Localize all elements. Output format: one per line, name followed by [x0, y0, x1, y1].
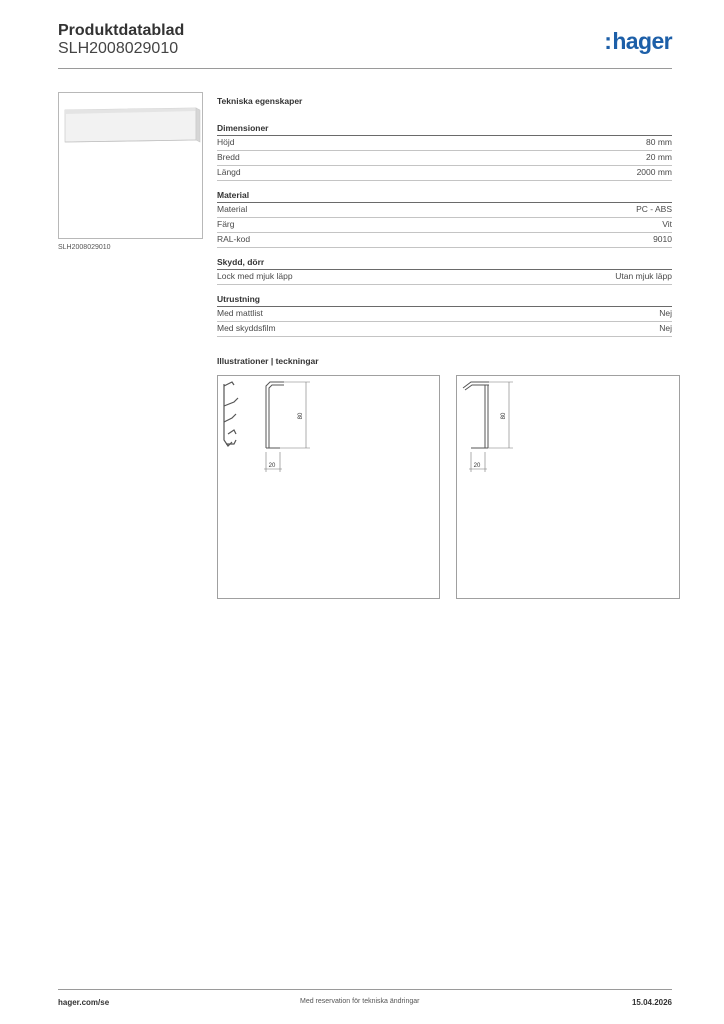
specs-title: Tekniska egenskaper — [217, 96, 303, 106]
height-dimension-label: 80 — [501, 412, 507, 420]
spec-value: 9010 — [653, 234, 672, 244]
spec-group-title: Utrustning — [217, 294, 672, 307]
spec-row — [217, 166, 672, 181]
spec-row — [217, 270, 672, 285]
spec-value: PC - ABS — [636, 204, 672, 214]
spec-row — [217, 218, 672, 233]
dimension-lines — [264, 382, 310, 472]
spec-value: Nej — [659, 323, 672, 333]
drawing-panel-1 — [217, 375, 440, 599]
cross-section-drawing — [218, 376, 439, 598]
spec-group-title: Material — [217, 190, 672, 203]
spec-group-protection — [217, 257, 672, 285]
page-header — [58, 22, 672, 68]
dimension-lines — [469, 382, 513, 472]
spec-value: 2000 mm — [636, 167, 672, 177]
spec-group-title: Skydd, dörr — [217, 257, 672, 270]
spec-label: Material — [217, 204, 248, 214]
footer-website-link[interactable]: hager.com/se — [58, 998, 110, 1007]
spec-label: RAL-kod — [217, 234, 251, 244]
spec-label: Med mattlist — [217, 308, 263, 318]
width-dimension-label: 20 — [473, 463, 481, 469]
hager-logo: :hager — [604, 28, 672, 54]
illustrations-title: Illustrationer | teckningar — [217, 356, 319, 366]
spec-label: Bredd — [217, 152, 240, 162]
product-image-caption: SLH2008029010 — [58, 244, 111, 251]
spec-row — [217, 307, 672, 322]
spec-value: Nej — [659, 308, 672, 318]
spec-row — [217, 151, 672, 166]
profile-sketch — [224, 382, 238, 446]
channel-outline — [266, 382, 284, 448]
spec-label: Längd — [217, 167, 241, 177]
spec-group-title: Dimensioner — [217, 123, 672, 136]
technical-specs — [217, 96, 672, 346]
product-image — [58, 92, 203, 239]
spec-row — [217, 203, 672, 218]
spec-value: Vit — [662, 219, 672, 229]
spec-group-material — [217, 190, 672, 248]
spec-label: Lock med mjuk läpp — [217, 271, 293, 281]
spec-group-dimensions — [217, 123, 672, 181]
spec-value: 80 mm — [646, 137, 672, 147]
spec-row — [217, 136, 672, 151]
footer-disclaimer: Med reservation för tekniska ändringar — [300, 998, 420, 1005]
channel-outline — [463, 382, 489, 448]
product-sku: SLH2008029010 — [58, 40, 179, 57]
height-dimension-label: 80 — [298, 412, 304, 420]
footer-divider — [58, 989, 672, 990]
spec-row — [217, 233, 672, 248]
spec-group-equipment — [217, 294, 672, 337]
footer-date: 15.04.2026 — [631, 998, 672, 1007]
spec-value: 20 mm — [646, 152, 672, 162]
spec-row — [217, 322, 672, 337]
spec-label: Färg — [217, 219, 235, 229]
width-dimension-label: 20 — [268, 463, 276, 469]
spec-value: Utan mjuk läpp — [615, 271, 672, 281]
document-title: Produktdatablad — [58, 22, 185, 39]
header-divider — [58, 68, 672, 69]
spec-label: Höjd — [217, 137, 235, 147]
drawing-panel-2 — [456, 375, 680, 599]
spec-label: Med skyddsfilm — [217, 323, 276, 333]
cross-section-drawing — [457, 376, 679, 598]
